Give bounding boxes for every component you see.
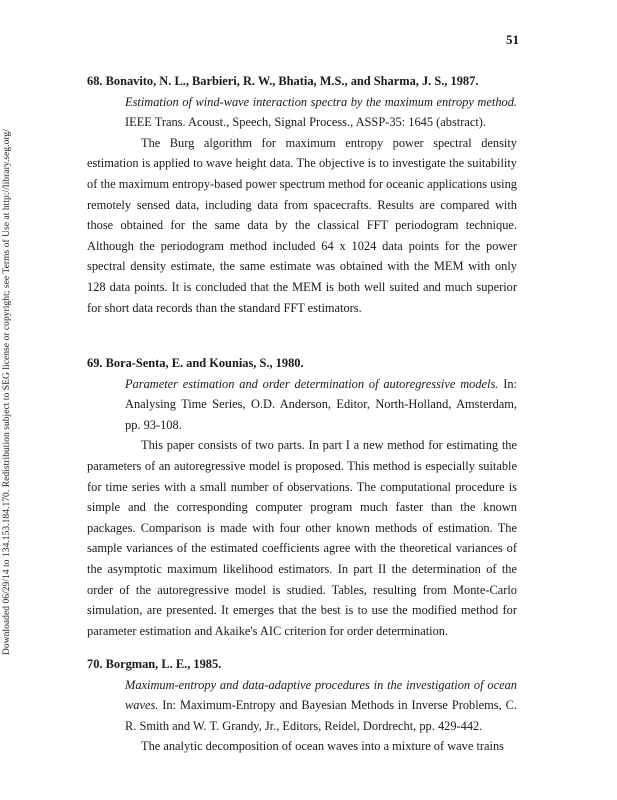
entry-source: IEEE Trans. Acoust., Speech, Signal Process., ASSP-35: 1645 (abstract). (125, 115, 487, 130)
entry-abstract: The analytic decomposition of ocean waves into a mixture of wave trains (141, 739, 504, 754)
reference-entry-68 (87, 71, 517, 318)
entry-authors: Bora-Senta, E. and Kounias, S., 1980. (105, 356, 304, 370)
page-number: 51 (506, 32, 519, 47)
entry-title: Parameter estimation and order determination of autoregressive models. (125, 376, 499, 391)
entry-number: 68. (87, 74, 103, 88)
reference-entry-70 (87, 654, 517, 757)
entry-source: In: Maximum-Entropy and Bayesian Methods in Inverse Problems, C. R. Smith and W. T. Grandy, Jr., Editors, Reidel, Dordrecht, pp. 429-442. (125, 698, 517, 733)
entry-number: 70. (87, 657, 103, 671)
reference-entry-69 (87, 353, 517, 641)
entry-number: 69. (87, 356, 103, 370)
entry-authors: Bonavito, N. L., Barbieri, R. W., Bhatia, M.S., and Sharma, J. S., 1987. (105, 74, 479, 88)
entry-abstract: This paper consists of two parts. In part I a new method for estimating the parameters of an autoregressive model is proposed. This method is especially suitable for time series with a small number of observations. The computational procedure is simple and the corresponding computer program much faster than the known packages. Comparison is made with four other known methods of estimation. The sample variances of the estimated coefficients agree with the theoretical variances of the asymptotic maximum likelihood estimators. In part II the determination of the order of the autoregressive model is studied. Tables, resulting from Monte-Carlo simulation, are presented. It emerges that the best is to use the modified method for parameter estimation and Akaike's AIC criterion for order determination. (87, 438, 517, 638)
entry-authors: Borgman, L. E., 1985. (105, 657, 222, 671)
entry-abstract: The Burg algorithm for maximum entropy power spectral density estimation is applied to wave height data. The objective is to investigate the suitability of the maximum entropy-based power spectrum method for oceanic applications using remotely sensed data, including data from spacecrafts. Results are compared with those obtained for the same data by the classical FFT periodogram technique. Although the periodogram method included 64 x 1024 data points for the power spectral density estimate, the same estimate was obtained with the MEM with only 128 data points. It is concluded that the MEM is both well suited and much superior for short data records than the standard FFT estimators. (87, 135, 517, 315)
entry-source: In: Analysing Time Series, O.D. Anderson, Editor, North-Holland, Amsterdam, pp. 93-108. (125, 376, 517, 432)
download-notice: Downloaded 06/29/14 to 134.153.184.170. Redistribution subject to SEG license or copyright; see Terms of Use at http://library.seg.org/ (2, 129, 12, 655)
entry-title: Estimation of wind-wave interaction spectra by the maximum entropy method. (125, 94, 517, 109)
entry-title: Maximum-entropy and data-adaptive procedures in the investigation of ocean waves. (125, 677, 517, 713)
